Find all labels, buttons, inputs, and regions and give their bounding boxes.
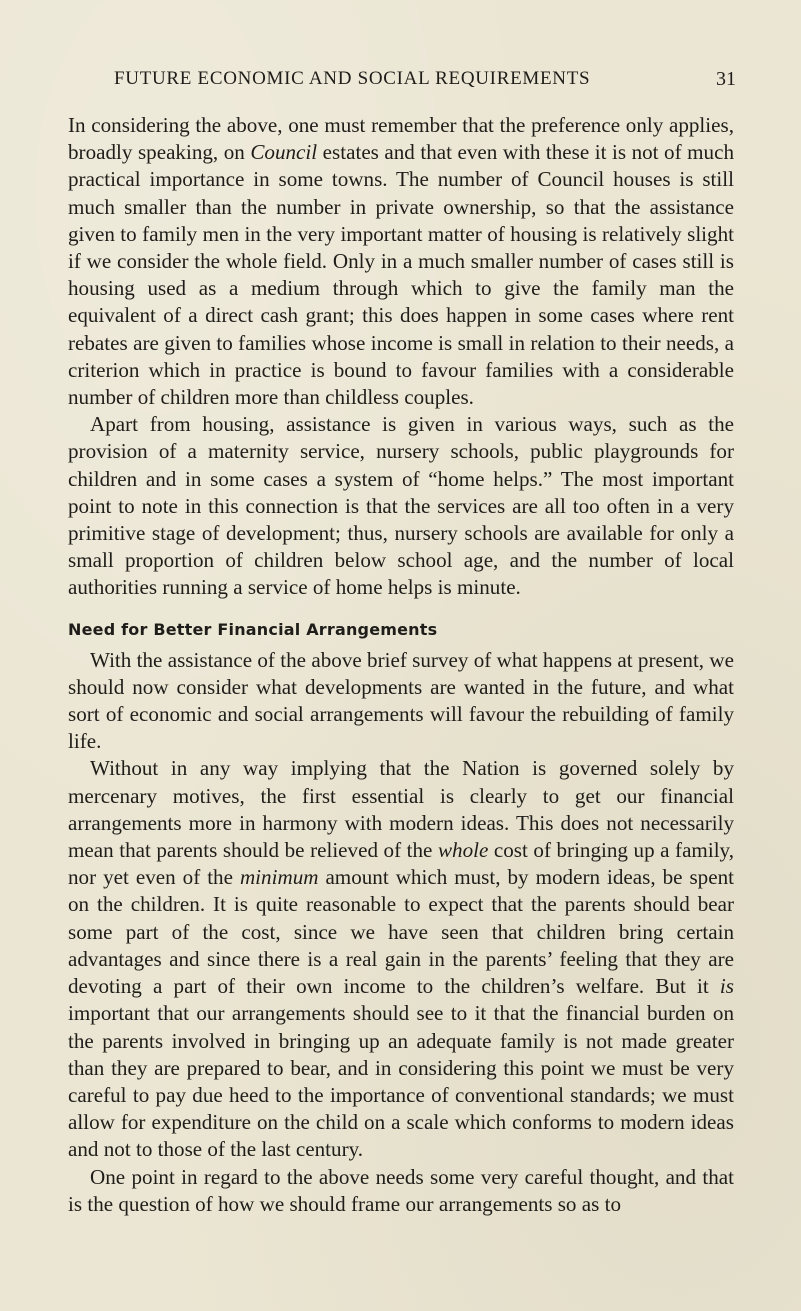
paragraph-text: important that our arrangements should see to it that the financial burden on the parents involved in bringing up an adequate family is not made greater than they are prepared to bear, and in considering this point we must be very careful to pay due heed to the importance of conventional standards; we must allow for expenditure on the child on a scale which conforms to modern ideas and not to those of the last century. [68, 1001, 734, 1162]
paragraph-text: estates and that even with these it is not of much practical importance in some towns. The number of Council houses is still much smaller than the number in private ownership, so that the assistance given to family men in the very important matter of housing is relatively slight if we consider the whole field. Only in a much smaller number of cases still is housing used as a medium through which to give the family man the equivalent of a direct cash grant; this does happen in some cases where rent rebates are given to families whose income is small in relation to their needs, a criterion which in practice is bound to favour families with a considerable number of children more than childless couples. [68, 140, 734, 410]
page-header [68, 68, 736, 94]
page-number: 31 [716, 68, 736, 90]
italic-word: whole [437, 838, 489, 863]
section-heading: Need for Better Financial Arrangements [68, 619, 438, 639]
paragraph-council-estates [68, 112, 734, 411]
paragraph-assistance-services: Apart from housing, assistance is given in various ways, such as the provision of a maternity service, nursery schools, public playgrounds for children and in some cases a system of “home helps.” The most important point to note in this connection is that the services are all too often in a very primitive stage of development; thus, nursery schools are available for only a small proportion of children below school age, and the number of local authorities running a service of home helps is minute. [68, 412, 734, 600]
paragraph-financial-arrangements [68, 755, 734, 1163]
italic-word: minimum [239, 865, 319, 890]
paragraph-text: Without in any way implying that the Nation is governed solely by mercenary motives, the first essential is clearly to get our financial arrangements more in harmony with modern ideas. This does not necessarily mean that parents should be relieved of the [68, 756, 734, 863]
page-body [68, 112, 734, 1218]
running-head: FUTURE ECONOMIC AND SOCIAL REQUIREMENTS [114, 68, 591, 89]
paragraph-future-developments: With the assistance of the above brief survey of what happens at present, we should now consider what developments are wanted in the future, and what sort of economic and social arrangements will favour the rebuilding of family life. [68, 647, 734, 754]
paragraph-text: cost of bringing up a family, nor yet even of the [68, 838, 735, 890]
paragraph-careful-thought: One point in regard to the above needs some very careful thought, and that is the question of how we should frame our arrangements so as to [68, 1164, 734, 1216]
paragraph-text: In considering the above, one must remember that the preference only applies, broadly speaking, on [68, 113, 734, 165]
italic-word: Council [250, 140, 318, 165]
paragraph-text: amount which must, by modern ideas, be spent on the children. It is quite reasonable to expect that the parents should bear some part of the cost, since we have seen that children bring certain advantages and since there is a real gain in the parents’ feeling that they are devoting a part of their own income to the children’s welfare. But it [68, 865, 734, 999]
italic-word: is [719, 974, 734, 999]
